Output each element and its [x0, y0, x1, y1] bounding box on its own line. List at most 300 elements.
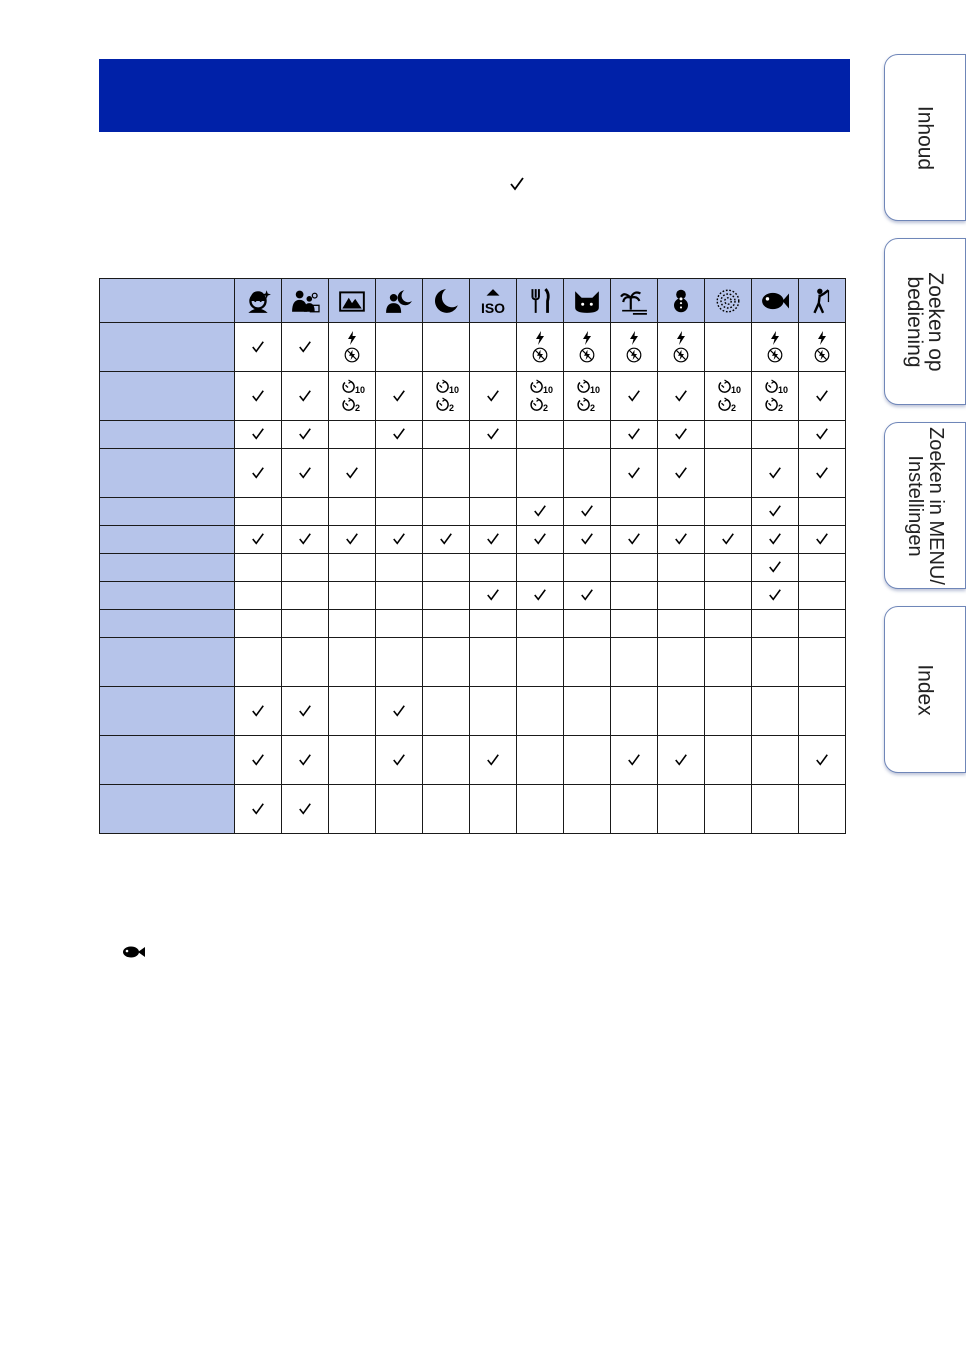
- checkmark-icon: [768, 532, 782, 546]
- table-cell: [799, 610, 846, 638]
- tab-zoeken-op-bediening[interactable]: [884, 238, 966, 405]
- flash-auto-off-icon: [611, 331, 657, 363]
- table-cell: [376, 638, 423, 687]
- table-row: [100, 785, 846, 834]
- table-cell: [282, 610, 329, 638]
- checkmark-icon: [251, 802, 265, 816]
- table-row: [100, 526, 846, 554]
- table-cell: [705, 449, 752, 498]
- column-backlight-portrait-icon: [282, 279, 329, 323]
- row-header: [100, 449, 235, 498]
- column-high-sensitivity-iso-icon: [470, 279, 517, 323]
- table-cell: [517, 421, 564, 449]
- checkmark-icon: [251, 532, 265, 546]
- checkmark-icon: [298, 802, 312, 816]
- header-corner: [100, 279, 235, 323]
- table-row: [100, 372, 846, 421]
- table-cell: [470, 323, 517, 372]
- table-cell: [658, 421, 705, 449]
- table-cell: [705, 582, 752, 610]
- table-cell: [752, 687, 799, 736]
- table-cell: [282, 582, 329, 610]
- checkmark-icon: [815, 389, 829, 403]
- table-cell: [470, 554, 517, 582]
- table-row: [100, 554, 846, 582]
- table-cell: [705, 554, 752, 582]
- table-cell: [799, 372, 846, 421]
- table-cell: [752, 498, 799, 526]
- high-sensitivity-iso-icon: [470, 287, 516, 315]
- table-cell: [517, 687, 564, 736]
- table-cell: [611, 687, 658, 736]
- checkmark-icon: [533, 588, 547, 602]
- table-cell: [799, 785, 846, 834]
- table-cell: [705, 638, 752, 687]
- table-cell: [329, 498, 376, 526]
- checkmark-icon: [251, 704, 265, 718]
- table-cell: [470, 610, 517, 638]
- checkmark-icon: [674, 389, 688, 403]
- table-row: [100, 498, 846, 526]
- checkmark-icon: [533, 532, 547, 546]
- table-cell: [752, 785, 799, 834]
- self-timer-icon: [752, 379, 798, 413]
- checkmark-icon: [627, 532, 641, 546]
- table-cell: [799, 687, 846, 736]
- column-landscape-icon: [329, 279, 376, 323]
- table-cell: [799, 526, 846, 554]
- table-cell: [235, 785, 282, 834]
- table-cell: [799, 582, 846, 610]
- table-row: [100, 638, 846, 687]
- checkmark-icon: [768, 466, 782, 480]
- checkmark-icon: [627, 427, 641, 441]
- table-cell: [329, 736, 376, 785]
- table-cell: [423, 736, 470, 785]
- checkmark-icon: [815, 427, 829, 441]
- table-cell: [329, 554, 376, 582]
- svg-text:2: 2: [590, 403, 596, 413]
- table-cell: [282, 687, 329, 736]
- table-cell: [799, 498, 846, 526]
- checkmark-icon: [674, 532, 688, 546]
- table-cell: [611, 638, 658, 687]
- table-cell: [611, 610, 658, 638]
- svg-text:2: 2: [449, 403, 455, 413]
- table-cell: [611, 372, 658, 421]
- table-cell: [235, 610, 282, 638]
- backlight-portrait-icon: [282, 287, 328, 315]
- table-cell: [329, 638, 376, 687]
- flash-auto-off-icon: [564, 331, 610, 363]
- table-cell: [799, 554, 846, 582]
- table-cell: [235, 323, 282, 372]
- checkmark-icon: [815, 466, 829, 480]
- table-cell: [658, 498, 705, 526]
- table-cell: [564, 449, 611, 498]
- table-cell: [470, 736, 517, 785]
- table-cell: [376, 785, 423, 834]
- table-cell: [517, 736, 564, 785]
- row-header: [100, 582, 235, 610]
- table-cell: [423, 323, 470, 372]
- scene-feature-table: [99, 278, 846, 834]
- checkmark-icon: [298, 753, 312, 767]
- row-header: [100, 785, 235, 834]
- table-cell: [282, 372, 329, 421]
- table-cell: [423, 582, 470, 610]
- table-cell: [705, 610, 752, 638]
- table-cell: [705, 736, 752, 785]
- table-row: [100, 736, 846, 785]
- table-cell: [423, 687, 470, 736]
- beach-icon: [611, 287, 657, 315]
- flash-auto-off-icon: [752, 331, 798, 363]
- table-cell: [752, 736, 799, 785]
- table-cell: [376, 610, 423, 638]
- column-gourmet-icon: [517, 279, 564, 323]
- table-cell: [470, 638, 517, 687]
- table-cell: [658, 785, 705, 834]
- table-cell: [235, 421, 282, 449]
- table-cell: [235, 582, 282, 610]
- table-cell: [235, 554, 282, 582]
- table-row: [100, 449, 846, 498]
- table-cell: [564, 687, 611, 736]
- table-row: [100, 582, 846, 610]
- checkmark-icon: [345, 532, 359, 546]
- flash-auto-off-icon: [799, 331, 845, 363]
- self-timer-icon: [329, 379, 375, 413]
- table-cell: [423, 372, 470, 421]
- table-cell: [658, 610, 705, 638]
- table-cell: [658, 526, 705, 554]
- row-header: [100, 638, 235, 687]
- self-timer-icon: [564, 379, 610, 413]
- column-pet-icon: [564, 279, 611, 323]
- checkmark-icon: [251, 753, 265, 767]
- golf-swing-icon: [799, 287, 845, 315]
- column-snow-icon: [658, 279, 705, 323]
- gourmet-icon: [517, 287, 563, 315]
- table-row: [100, 687, 846, 736]
- table-cell: [235, 687, 282, 736]
- table-cell: [799, 421, 846, 449]
- table-cell: [517, 449, 564, 498]
- self-timer-icon: [423, 379, 469, 413]
- table-cell: [564, 421, 611, 449]
- table-cell: [705, 526, 752, 554]
- flash-auto-off-icon: [329, 331, 375, 363]
- table-cell: [752, 449, 799, 498]
- soft-snap-icon: [235, 287, 281, 315]
- checkmark-icon: [768, 560, 782, 574]
- checkmark-icon: [815, 532, 829, 546]
- table-cell: [658, 736, 705, 785]
- checkmark-icon: [627, 389, 641, 403]
- checkmark-icon: [486, 389, 500, 403]
- column-fireworks-icon: [705, 279, 752, 323]
- underwater-fish-icon: [121, 944, 147, 960]
- table-cell: [517, 498, 564, 526]
- table-cell: [329, 449, 376, 498]
- checkmark-icon: [298, 340, 312, 354]
- checkmark-icon: [392, 532, 406, 546]
- table-cell: [423, 449, 470, 498]
- table-cell: [658, 687, 705, 736]
- table-cell: [611, 526, 658, 554]
- underwater-icon: [752, 287, 798, 315]
- svg-text:10: 10: [731, 385, 742, 395]
- svg-text:10: 10: [778, 385, 789, 395]
- table-row: [100, 421, 846, 449]
- checkmark-icon: [674, 427, 688, 441]
- svg-text:10: 10: [590, 385, 601, 395]
- table-cell: [564, 323, 611, 372]
- table-cell: [517, 582, 564, 610]
- table-cell: [517, 638, 564, 687]
- table-cell: [423, 638, 470, 687]
- checkmark-icon: [580, 588, 594, 602]
- table-cell: [235, 638, 282, 687]
- svg-text:2: 2: [355, 403, 361, 413]
- table-cell: [329, 421, 376, 449]
- landscape-icon: [329, 287, 375, 315]
- table-cell: [752, 582, 799, 610]
- column-twilight-icon: [423, 279, 470, 323]
- checkmark-icon: [298, 704, 312, 718]
- checkmark-icon: [251, 340, 265, 354]
- table-cell: [376, 372, 423, 421]
- table-cell: [470, 372, 517, 421]
- table-cell: [799, 449, 846, 498]
- table-cell: [282, 526, 329, 554]
- table-cell: [705, 372, 752, 421]
- checkmark-icon: [580, 504, 594, 518]
- table-cell: [799, 323, 846, 372]
- svg-text:2: 2: [731, 403, 737, 413]
- checkmark-icon: [298, 466, 312, 480]
- checkmark-icon: [674, 466, 688, 480]
- table-cell: [799, 638, 846, 687]
- table-cell: [423, 610, 470, 638]
- table-cell: [564, 638, 611, 687]
- table-cell: [705, 498, 752, 526]
- table-cell: [470, 526, 517, 554]
- table-cell: [235, 449, 282, 498]
- svg-text:2: 2: [778, 403, 784, 413]
- table-cell: [423, 785, 470, 834]
- table-cell: [376, 526, 423, 554]
- table-cell: [564, 498, 611, 526]
- checkmark-icon: [768, 588, 782, 602]
- snow-icon: [658, 287, 704, 315]
- table-row: [100, 323, 846, 372]
- table-cell: [517, 323, 564, 372]
- table-cell: [799, 736, 846, 785]
- table-cell: [235, 372, 282, 421]
- table-cell: [752, 372, 799, 421]
- table-cell: [470, 449, 517, 498]
- table-cell: [376, 736, 423, 785]
- column-golf-swing-icon: [799, 279, 846, 323]
- table-header-row: [100, 279, 846, 323]
- table-cell: [282, 323, 329, 372]
- table-cell: [752, 554, 799, 582]
- table-cell: [282, 638, 329, 687]
- row-header: [100, 687, 235, 736]
- checkmark-icon: [392, 389, 406, 403]
- pet-icon: [564, 287, 610, 315]
- svg-text:10: 10: [543, 385, 554, 395]
- table-cell: [329, 323, 376, 372]
- table-cell: [517, 610, 564, 638]
- fireworks-icon: [705, 287, 751, 315]
- table-cell: [611, 449, 658, 498]
- self-timer-icon: [705, 379, 751, 413]
- table-cell: [658, 449, 705, 498]
- checkmark-icon: [298, 532, 312, 546]
- checkmark-icon: [627, 753, 641, 767]
- table-cell: [705, 421, 752, 449]
- column-soft-snap-icon: [235, 279, 282, 323]
- table-cell: [282, 736, 329, 785]
- checkmark-icon: [533, 504, 547, 518]
- row-header: [100, 554, 235, 582]
- tab-inhoud-label: Inhoud: [913, 105, 937, 170]
- table-row: [100, 610, 846, 638]
- checkmark-icon: [721, 532, 735, 546]
- checkmark-icon: [580, 532, 594, 546]
- table-cell: [564, 554, 611, 582]
- column-underwater-icon: [752, 279, 799, 323]
- table-cell: [470, 785, 517, 834]
- checkmark-icon: [298, 389, 312, 403]
- table-cell: [517, 554, 564, 582]
- svg-text:10: 10: [449, 385, 460, 395]
- table-cell: [470, 498, 517, 526]
- checkmark-icon: [815, 753, 829, 767]
- table-cell: [282, 554, 329, 582]
- row-header: [100, 610, 235, 638]
- flash-auto-off-icon: [658, 331, 704, 363]
- table-cell: [423, 554, 470, 582]
- title-bar: [99, 59, 850, 132]
- table-cell: [658, 638, 705, 687]
- table-cell: [564, 582, 611, 610]
- table-cell: [611, 582, 658, 610]
- table-cell: [658, 554, 705, 582]
- table-cell: [470, 582, 517, 610]
- table-cell: [376, 449, 423, 498]
- tab-zoeken-in-menu-label: Zoeken in MENU/ Instellingen: [904, 426, 947, 585]
- row-header: [100, 526, 235, 554]
- svg-text:ISO: ISO: [480, 299, 506, 316]
- table-cell: [611, 421, 658, 449]
- checkmark-icon: [486, 427, 500, 441]
- table-cell: [376, 421, 423, 449]
- checkmark-icon: [392, 704, 406, 718]
- tab-zoeken-op-bediening-label: Zoeken op bediening: [903, 271, 947, 372]
- table-cell: [329, 526, 376, 554]
- checkmark-icon: [627, 466, 641, 480]
- table-cell: [658, 372, 705, 421]
- checkmark-icon: [486, 753, 500, 767]
- checkmark-icon: [392, 753, 406, 767]
- table-cell: [564, 526, 611, 554]
- table-cell: [235, 498, 282, 526]
- table-cell: [517, 526, 564, 554]
- twilight-icon: [423, 287, 469, 315]
- table-cell: [611, 323, 658, 372]
- table-cell: [329, 687, 376, 736]
- checkmark-icon: [392, 427, 406, 441]
- table-cell: [282, 785, 329, 834]
- self-timer-icon: [517, 379, 563, 413]
- twilight-portrait-icon: [376, 287, 422, 315]
- row-header: [100, 372, 235, 421]
- table-cell: [564, 372, 611, 421]
- table-cell: [705, 785, 752, 834]
- table-cell: [611, 554, 658, 582]
- column-twilight-portrait-icon: [376, 279, 423, 323]
- checkmark-icon: [251, 466, 265, 480]
- table-cell: [470, 687, 517, 736]
- checkmark-icon: [298, 427, 312, 441]
- tab-index[interactable]: [884, 606, 966, 773]
- table-cell: [376, 554, 423, 582]
- table-cell: [611, 498, 658, 526]
- table-cell: [611, 736, 658, 785]
- table-cell: [329, 610, 376, 638]
- checkmark-icon: [486, 532, 500, 546]
- table-cell: [329, 582, 376, 610]
- row-header: [100, 323, 235, 372]
- table-cell: [705, 323, 752, 372]
- checkmark-icon: [439, 532, 453, 546]
- table-cell: [376, 323, 423, 372]
- tab-index-label: Index: [913, 663, 937, 716]
- tab-inhoud[interactable]: [884, 54, 966, 221]
- table-cell: [564, 736, 611, 785]
- table-cell: [329, 372, 376, 421]
- table-cell: [282, 449, 329, 498]
- table-cell: [423, 421, 470, 449]
- table-cell: [282, 421, 329, 449]
- table-cell: [564, 785, 611, 834]
- table-cell: [376, 498, 423, 526]
- checkmark-icon: [768, 504, 782, 518]
- column-beach-icon: [611, 279, 658, 323]
- table-cell: [752, 323, 799, 372]
- table-cell: [752, 421, 799, 449]
- table-cell: [282, 498, 329, 526]
- table-cell: [611, 785, 658, 834]
- checkmark-icon: [251, 427, 265, 441]
- table-cell: [235, 736, 282, 785]
- row-header: [100, 498, 235, 526]
- table-cell: [517, 785, 564, 834]
- checkmark-icon: [486, 588, 500, 602]
- svg-text:10: 10: [355, 385, 366, 395]
- row-header: [100, 421, 235, 449]
- tab-zoeken-in-menu[interactable]: [884, 422, 966, 589]
- table-cell: [423, 498, 470, 526]
- table-cell: [376, 687, 423, 736]
- flash-auto-off-icon: [517, 331, 563, 363]
- table-cell: [658, 323, 705, 372]
- checkmark-icon: [509, 176, 525, 192]
